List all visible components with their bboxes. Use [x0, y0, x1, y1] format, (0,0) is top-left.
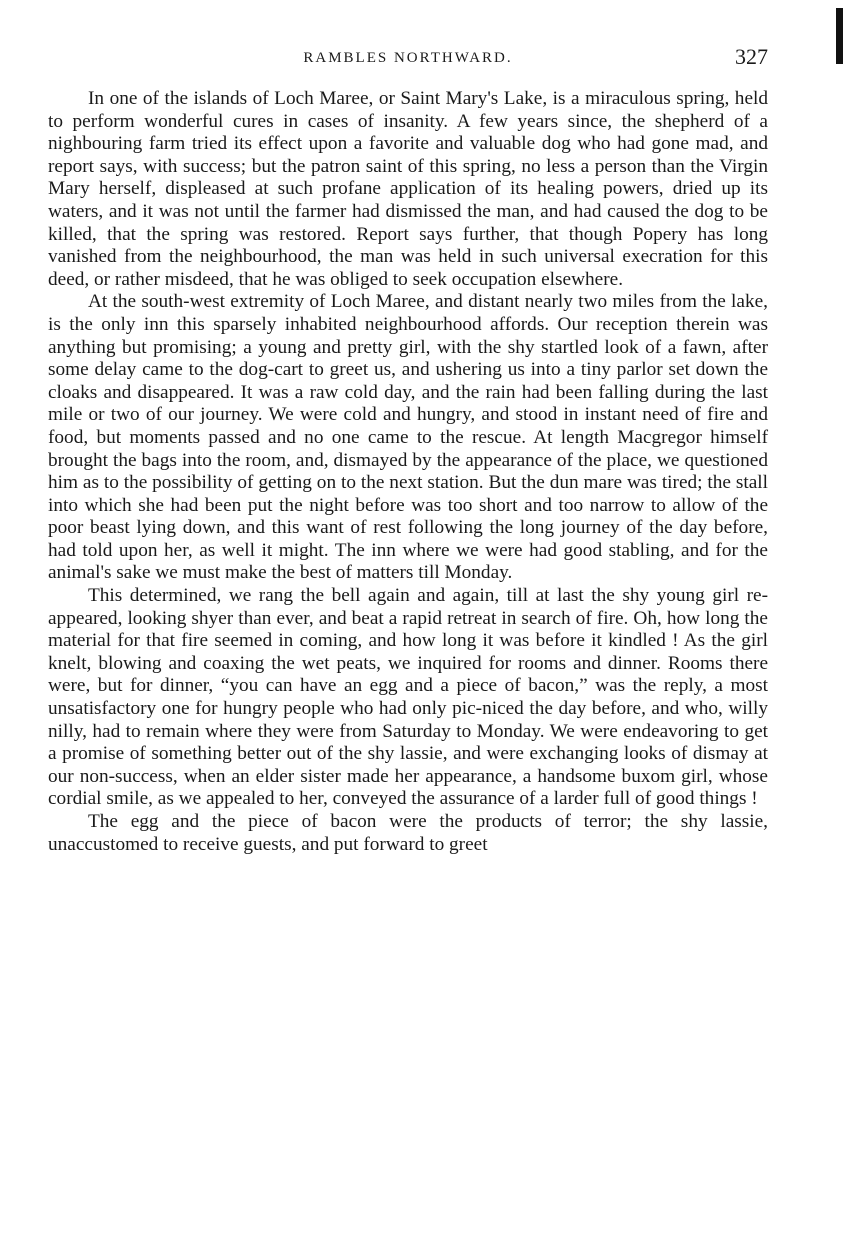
page-number: 327: [735, 44, 768, 69]
book-page: [48, 44, 768, 856]
page-header: [48, 44, 768, 74]
running-title: RAMBLES NORTHWARD.: [303, 50, 513, 66]
paragraph-egg-and-bacon: The egg and the piece of bacon were the products of terror; the shy lassie, unaccustomed to receive guests, and put forward to greet: [48, 811, 768, 855]
paragraph-inn-arrival: At the south-west extremity of Loch Maree, and distant nearly two miles from the lake, is the only inn this sparsely inhabited neighbourhood affords. Our reception therein was anything but promising; a young and pretty girl, with the shy startled look of a fawn, after some delay came to the dog-cart to greet us, and ushering us into a tiny parlor set down the cloaks and disappeared. It was a raw cold day, and the rain had been falling during the last mile or two of our journey. We were cold and hungry, and stood in instant need of fire and food, but moments passed and no one came to the rescue. At length Macgregor himself brought the bags into the room, and, dismayed by the appearance of the place, we questioned him as to the possibility of getting on to the next station. But the dun mare was tired; the stall into which she had been put the night before was too short and too narrow to allow of the poor beast lying down, and this want of rest following the long journey of the day before, had told upon her, as well it might. The inn where we were had good stabling, and for the animal's sake we must make the best of matters till Monday.: [48, 291, 768, 584]
page-edge-mark: [836, 8, 843, 64]
body-text: [48, 88, 768, 856]
paragraph-loch-maree-spring: In one of the islands of Loch Maree, or Saint Mary's Lake, is a miraculous spring, held to perform wonderful cures in cases of insanity. A few years since, the shepherd of a nighbouring farm tried its effect upon a favorite and valuable dog who had gone mad, and report says, with success; but the patron saint of this spring, no less a person than the Virgin Mary herself, displeased at such profane application of its healing powers, dried up its waters, and it was not until the farmer had dismissed the man, and had caused the dog to be killed, that the spring was restored. Report says further, that though Popery has long vanished from the neighbourhood, the man was held in such universal execration for this deed, or rather misdeed, that he was obliged to seek occupation elsewhere.: [48, 88, 768, 290]
paragraph-bell-and-dinner: This determined, we rang the bell again and again, till at last the shy young girl re-appeared, looking shyer than ever, and beat a rapid retreat in search of fire. Oh, how long the material for that fire seemed in coming, and how long it was before it kindled ! As the girl knelt, blowing and coaxing the wet peats, we inquired for rooms and dinner. Rooms there were, but for dinner, “you can have an egg and a piece of bacon,” was the reply, a most unsatisfactory one for hungry people who had only pic-niced the day before, and who, willy nilly, had to remain where they were from Saturday to Monday. We were endeavoring to get a promise of something better out of the shy lassie, and were exchanging looks of dismay at our non-success, when an elder sister made her appearance, a handsome buxom girl, whose cordial smile, as we appealed to her, conveyed the assurance of a larder full of good things !: [48, 585, 768, 810]
